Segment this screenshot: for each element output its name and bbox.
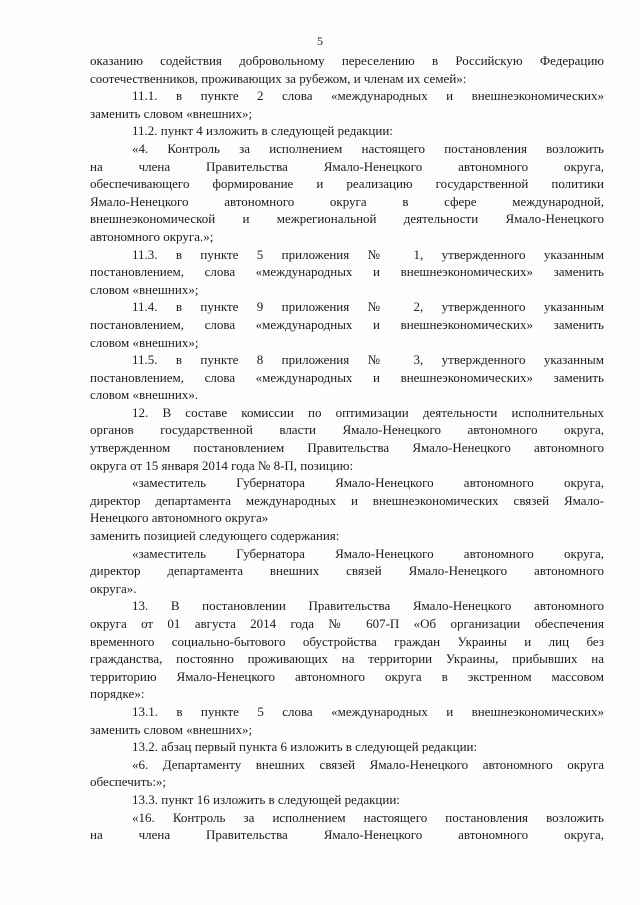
text-line: 11.2. пункт 4 изложить в следующей редакции:	[132, 123, 393, 139]
text-line: «заместитель Губернатора Ямало-Ненецкого автономного округа,	[132, 475, 604, 491]
text-line: постановлением, слова «международных и внешнеэкономических» заменить	[90, 264, 604, 280]
text-line: 13.2. абзац первый пункта 6 изложить в следующей редакции:	[132, 739, 478, 755]
text-line: заменить позицией следующего содержания:	[90, 528, 340, 544]
text-line: «6. Департаменту внешних связей Ямало-Ненецкого автономного округа	[132, 756, 604, 772]
text-line: обеспечить:»;	[90, 774, 167, 790]
text-line: территорию Ямало-Ненецкого автономного округа в экстренном массовом	[90, 668, 604, 684]
text-line: внешнеэкономической и межрегиональной деятельности Ямало-Ненецкого	[90, 211, 604, 227]
document-body	[90, 52, 604, 844]
text-line: «4. Контроль за исполнением настоящего постановления возложить	[132, 140, 604, 156]
text-line: округа от 01 августа 2014 года № 607-П «Об организации обеспечения	[90, 616, 604, 631]
text-line: временного социально-бытового обустройства граждан Украины и лиц без	[90, 633, 604, 649]
text-line: словом «внешних»;	[90, 281, 199, 297]
text-line: Ямало-Ненецкого автономного округа в сфере международной,	[90, 193, 604, 209]
text-line: «16. Контроль за исполнением настоящего постановления возложить	[132, 809, 604, 825]
text-line: округа от 15 января 2014 года № 8-П, позицию:	[90, 457, 354, 473]
text-line: 13. В постановлении Правительства Ямало-Ненецкого автономного	[132, 598, 604, 614]
text-line: Ненецкого автономного округа»	[90, 510, 269, 526]
text-line: утвержденном постановлением Правительства Ямало-Ненецкого автономного	[90, 440, 604, 456]
text-line: директор департамента международных и внешнеэкономических связей Ямало-	[90, 492, 604, 508]
text-line: обеспечивающего формирование и реализацию государственной политики	[90, 176, 604, 192]
text-line: округа».	[90, 580, 137, 596]
text-line: постановлением, слова «международных и внешнеэкономических» заменить	[90, 316, 604, 332]
text-line: заменить словом «внешних»;	[90, 105, 253, 121]
text-line: 11.5. в пункте 8 приложения № 3, утвержденного указанным	[132, 352, 604, 368]
text-line: 12. В составе комиссии по оптимизации деятельности исполнительных	[132, 404, 604, 420]
text-line: 11.1. в пункте 2 слова «международных и внешнеэкономических»	[132, 88, 604, 104]
text-line: словом «внешних».	[90, 387, 199, 403]
text-line: органов государственной власти Ямало-Ненецкого автономного округа,	[90, 422, 604, 438]
text-line: 11.4. в пункте 9 приложения № 2, утвержденного указанным	[132, 299, 604, 315]
text-line: «заместитель Губернатора Ямало-Ненецкого автономного округа,	[132, 545, 604, 561]
text-line: 13.3. пункт 16 изложить в следующей редакции:	[132, 791, 400, 807]
text-line: соотечественников, проживающих за рубежом, и членам их семей»:	[90, 70, 467, 86]
text-line: заменить словом «внешних»;	[90, 721, 253, 737]
text-line: порядке»:	[90, 686, 145, 702]
text-line: постановлением, слова «международных и внешнеэкономических» заменить	[90, 369, 604, 385]
text-line: на члена Правительства Ямало-Ненецкого автономного округа,	[90, 158, 604, 174]
text-line: автономного округа.»;	[90, 228, 214, 244]
text-line: гражданства, постоянно проживающих на территории Украины, прибывших на	[90, 651, 604, 667]
text-line: 13.1. в пункте 5 слова «международных и внешнеэкономических»	[132, 703, 604, 719]
text-line: словом «внешних»;	[90, 334, 199, 350]
text-line: директор департамента внешних связей Ямало-Ненецкого автономного	[90, 563, 604, 579]
text-line: на члена Правительства Ямало-Ненецкого автономного округа,	[90, 827, 604, 843]
page-number: 5	[317, 34, 323, 48]
text-line: оказанию содействия добровольному переселению в Российскую Федерацию	[90, 53, 604, 68]
text-line: 11.3. в пункте 5 приложения № 1, утвержденного указанным	[132, 246, 604, 262]
